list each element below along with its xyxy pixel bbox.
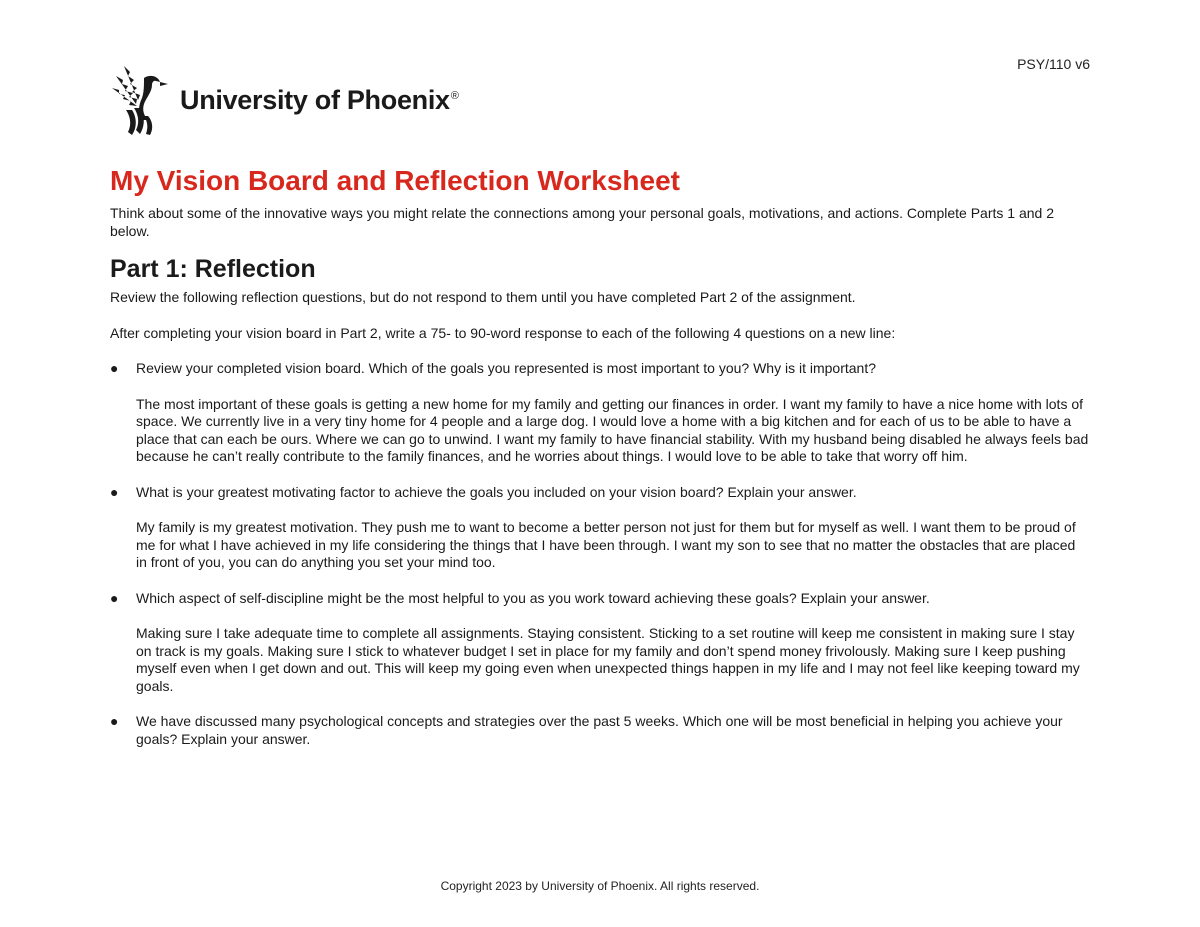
logo-text: [180, 85, 459, 116]
question-text: Which aspect of self-discipline might be the most helpful to you as you work toward achieving these goals? Explain your answer.: [136, 589, 930, 606]
question-list: [110, 360, 1090, 748]
phoenix-bird-logo-icon: [110, 64, 172, 136]
instruction-paragraph: After completing your vision board in Part 2, write a 75- to 90-word response to each of the following 4 questions on a new line:: [110, 324, 896, 341]
page-title: My Vision Board and Reflection Worksheet: [110, 165, 680, 196]
bullet-icon: ●: [110, 713, 119, 729]
instruction-paragraph: Review the following reflection questions, but do not respond to them until you have completed Part 2 of the assignment.: [110, 289, 856, 305]
answer-text: My family is my greatest motivation. They push me to want to become a better person not just for them but for myself as well. I want them to be proud of me for what I have achieved in my life considering the things that I have been through. I want my son to see that no matter the obstacles that are placed in front of you, you can do anything you set your mind too.: [136, 519, 1076, 570]
copyright-footer: Copyright 2023 by University of Phoenix. All rights reserved.: [440, 879, 760, 893]
course-code: PSY/110 v6: [1017, 56, 1090, 72]
registered-mark: ®: [450, 89, 459, 102]
logo-name: University of Phoenix: [180, 84, 450, 115]
document-body: [110, 163, 1090, 766]
question-item: [110, 484, 1090, 572]
intro-paragraph: Think about some of the innovative ways you might relate the connections among your personal goals, motivations, and actions. Complete Parts 1 and 2 below.: [110, 205, 1054, 239]
question-text: Review your completed vision board. Which of the goals you represented is most important to you? Why is it important?: [136, 360, 877, 376]
bullet-icon: ●: [110, 360, 119, 376]
question-item: [110, 360, 1090, 466]
answer-text: The most important of these goals is getting a new home for my family and getting our finances in order. I want my family to have a nice home with lots of space. We currently live in a very tiny home for 4 people and a large dog. I would love a home with a big kitchen and for each of us to be able to have a place that can each be ours. Where we can go to unwind. I want my family to have financial stability. With my husband being disabled he always feels bad because he can’t really contribute to the family finances, and he worries about things. I would love to be able to take that worry off him.: [136, 395, 1089, 464]
question-text: What is your greatest motivating factor to achieve the goals you included on your vision board? Explain your answer.: [136, 483, 857, 500]
question-item: [110, 590, 1090, 696]
university-logo: [110, 64, 459, 136]
bullet-icon: ●: [110, 483, 119, 500]
question-item: [110, 713, 1090, 748]
bullet-icon: ●: [110, 589, 119, 606]
answer-text: Making sure I take adequate time to complete all assignments. Staying consistent. Sticking to a set routine will keep me consistent in making sure I stay on track is my goals. Making sure I stick to whatever budget I set in place for my family and don’t spend money frivolously. Making sure I keep pushing myself even when I get down and out. This will keep my going even when unexpected things happen in my life and I may not feel like keeping toward my goals.: [136, 625, 1080, 694]
question-text: We have discussed many psychological concepts and strategies over the past 5 weeks. Which one will be most beneficial in helping you achieve your goals? Explain your answer.: [136, 713, 1063, 747]
part-1-heading: Part 1: Reflection: [110, 255, 316, 283]
